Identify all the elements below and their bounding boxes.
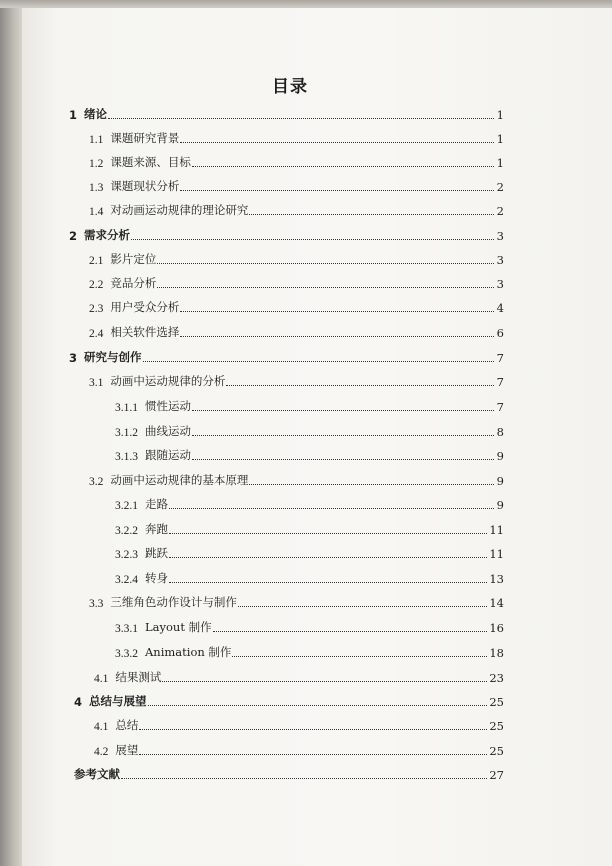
toc-leader-dots [169, 508, 494, 509]
toc-entry-label: 研究与创作 [84, 350, 142, 364]
toc-entry-page: 1 [496, 108, 504, 122]
toc-entry-1-1[interactable] [89, 130, 504, 146]
toc-entry-label: 参考文献 [74, 767, 120, 781]
toc-entry-3-1-2[interactable] [115, 423, 504, 439]
toc-entry-3-3[interactable] [89, 594, 504, 610]
toc-leader-dots [157, 287, 494, 288]
toc-entry-label: 课题来源、目标 [110, 155, 191, 169]
toc-leader-dots [192, 459, 494, 460]
toc-entry-label: 总结与展望 [89, 694, 147, 708]
toc-leader-dots [180, 190, 494, 191]
toc-entry-label: Animation 制作 [145, 645, 232, 659]
toc-entry-number: 4.1 [94, 721, 109, 733]
toc-entry-label: 竞品分析 [110, 276, 157, 290]
toc-entry-label: 动画中运动规律的分析 [110, 374, 226, 388]
toc-entry-number: 3.3.1 [115, 623, 138, 635]
toc-entry-page: 7 [496, 400, 504, 414]
toc-entry-label: 影片定位 [110, 252, 157, 266]
toc-entry-number: 3.1.1 [115, 402, 138, 414]
toc-entry-label: 奔跑 [145, 522, 168, 536]
toc-entry-number: 4.2 [94, 746, 109, 758]
toc-entry-4-1-results[interactable] [94, 669, 504, 685]
toc-leader-dots [139, 729, 487, 730]
toc-title: 目录 [272, 77, 308, 97]
toc-entry-2-1[interactable] [89, 251, 504, 267]
toc-entry-page: 7 [496, 351, 504, 365]
toc-entry-number: 3.2.4 [115, 574, 138, 586]
toc-entry-label: 总结 [115, 718, 139, 732]
toc-entry-3-1-1[interactable] [115, 398, 504, 414]
toc-entry-page: 25 [489, 719, 504, 733]
toc-entry-number: 3.2.1 [115, 500, 138, 512]
toc-entry-2-3[interactable] [89, 299, 504, 315]
toc-leader-dots [162, 681, 487, 682]
toc-entry-page: 4 [496, 301, 504, 315]
toc-entry-number: 3.3.2 [115, 648, 138, 660]
toc-entry-page: 1 [496, 156, 504, 170]
toc-entry-page: 16 [489, 621, 504, 635]
toc-leader-dots [108, 118, 494, 119]
toc-entry-page: 14 [489, 596, 504, 610]
toc-entry-page: 13 [489, 572, 504, 586]
toc-entry-1-3[interactable] [89, 178, 504, 194]
toc-entry-number: 2.4 [89, 328, 104, 340]
toc-entry-label: 课题现状分析 [110, 179, 180, 193]
toc-entry-3-1[interactable] [89, 373, 504, 389]
toc-entry-3-2-2[interactable] [115, 521, 504, 537]
toc-entry-2-4[interactable] [89, 324, 504, 340]
toc-entry-1-2[interactable] [89, 154, 504, 170]
toc-entry-number: 3.1 [89, 377, 104, 389]
toc-entry-4[interactable] [74, 693, 504, 709]
toc-entry-label: 跟随运动 [145, 448, 191, 462]
toc-entry-number: 2.1 [89, 255, 104, 267]
toc-leader-dots [169, 533, 487, 534]
toc-entry-3-2-1[interactable] [115, 496, 504, 512]
toc-entry-page: 9 [496, 474, 504, 488]
toc-leader-dots [192, 435, 494, 436]
toc-leader-dots [143, 361, 494, 362]
toc-leader-dots [157, 263, 494, 264]
toc-entry-page: 25 [489, 744, 504, 758]
toc-entry-page: 25 [489, 695, 504, 709]
toc-leader-dots [232, 656, 487, 657]
toc-entry-label: 跳跃 [145, 546, 168, 560]
toc-entry-number: 1.4 [89, 206, 104, 218]
toc-entry-page: 3 [496, 253, 504, 267]
toc-entry-page: 3 [496, 229, 504, 243]
toc-entry-number: 3.2.2 [115, 525, 138, 537]
toc-entry-number: 1.3 [89, 182, 104, 194]
toc-entry-2[interactable] [69, 227, 504, 243]
toc-leader-dots [121, 778, 487, 779]
toc-entry-number: 1 [69, 108, 78, 122]
toc-leader-dots [180, 311, 494, 312]
toc-entry-page: 2 [496, 180, 504, 194]
toc-entry-number: 3.2.3 [115, 549, 138, 561]
toc-leader-dots [180, 336, 494, 337]
toc-entry-number: 3.2 [89, 476, 104, 488]
toc-entry-1[interactable] [69, 106, 504, 122]
toc-entry-page: 18 [489, 646, 504, 660]
toc-entry-label: 课题研究背景 [110, 131, 180, 145]
toc-entry-label: 惯性运动 [145, 399, 191, 413]
toc-entry-1-4[interactable] [89, 202, 504, 218]
toc-leader-dots [139, 754, 487, 755]
toc-entry-label: 需求分析 [84, 228, 131, 242]
toc-leader-dots [192, 166, 494, 167]
toc-entry-label: 三维角色动作设计与制作 [110, 595, 237, 609]
toc-leader-dots [249, 484, 494, 485]
toc-entry-number: 3.1.2 [115, 427, 138, 439]
page-top-edge [0, 0, 612, 8]
toc-entry-page: 7 [496, 375, 504, 389]
toc-entry-page: 8 [496, 425, 504, 439]
toc-entry-page: 9 [496, 449, 504, 463]
toc-entry-label: Layout 制作 [145, 620, 212, 634]
toc-entry-label: 相关软件选择 [110, 325, 180, 339]
toc-entry-page: 1 [496, 132, 504, 146]
toc-leader-dots [192, 410, 494, 411]
toc-entry-4-1[interactable] [94, 717, 504, 733]
toc-leader-dots [213, 631, 488, 632]
toc-leader-dots [169, 582, 487, 583]
toc-entry-page: 3 [496, 277, 504, 291]
toc-entry-number: 2.3 [89, 303, 104, 315]
toc-entry-number: 3.3 [89, 598, 104, 610]
toc-entry-4-2[interactable] [94, 742, 504, 758]
toc-entry-number: 2 [69, 229, 78, 243]
toc-entry-label: 走路 [145, 497, 168, 511]
toc-entry-label: 结果测试 [115, 670, 162, 684]
toc-entry-number: 1.2 [89, 158, 104, 170]
toc-leader-dots [249, 214, 494, 215]
toc-entry-number: 1.1 [89, 134, 104, 146]
toc-entry-label: 动画中运动规律的基本原理 [110, 473, 249, 487]
toc-entry-references[interactable] [74, 766, 504, 782]
toc-entry-page: 11 [489, 523, 504, 537]
toc-entry-label: 转身 [145, 571, 168, 585]
toc-leader-dots [169, 557, 487, 558]
toc-entry-number: 4.1 [94, 673, 109, 685]
toc-entry-page: 27 [489, 768, 504, 782]
toc-entry-label: 曲线运动 [145, 424, 191, 438]
toc-leader-dots [238, 606, 487, 607]
toc-entry-page: 6 [496, 326, 504, 340]
toc-entry-page: 2 [496, 204, 504, 218]
toc-entry-3-1-3[interactable] [115, 447, 504, 463]
toc-entry-3[interactable] [69, 349, 504, 365]
toc-entry-page: 23 [489, 671, 504, 685]
toc-entry-3-2-3[interactable] [115, 545, 504, 561]
toc-entry-label: 绪论 [84, 107, 108, 121]
toc-leader-dots [226, 385, 494, 386]
toc-leader-dots [131, 239, 494, 240]
toc-leader-dots [180, 142, 494, 143]
toc-entry-3-3-2[interactable] [115, 644, 504, 660]
toc-entry-label: 用户受众分析 [110, 300, 180, 314]
toc-entry-page: 11 [489, 547, 504, 561]
toc-leader-dots [148, 705, 488, 706]
toc-entry-number: 2.2 [89, 279, 104, 291]
toc-entry-3-2-4[interactable] [115, 570, 504, 586]
toc-entry-number: 4 [74, 695, 83, 709]
toc-entry-3-2[interactable] [89, 472, 504, 488]
toc-entry-label: 对动画运动规律的理论研究 [110, 203, 249, 217]
toc-entry-3-3-1[interactable] [115, 619, 504, 635]
toc-entry-2-2[interactable] [89, 275, 504, 291]
toc-entry-page: 9 [496, 498, 504, 512]
toc-entry-number: 3 [69, 351, 78, 365]
toc-entry-label: 展望 [115, 743, 139, 757]
book-binding-shadow [0, 0, 22, 866]
toc-entry-number: 3.1.3 [115, 451, 138, 463]
